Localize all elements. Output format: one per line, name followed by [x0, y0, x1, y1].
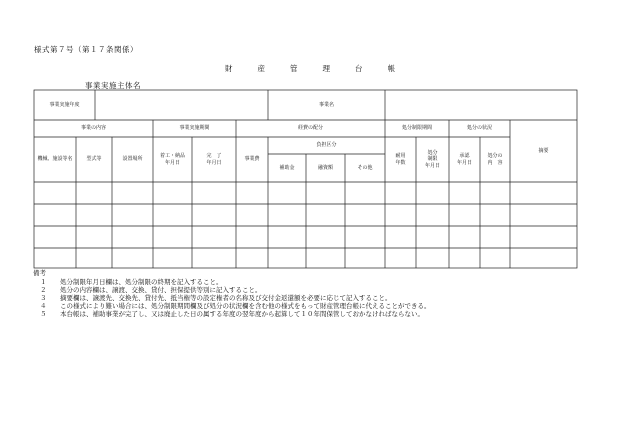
- title-char: 帳: [387, 64, 395, 73]
- header-disposal-limit-period: 処分制限期間: [401, 125, 432, 132]
- header-completion-line: 年月日: [206, 159, 222, 166]
- note-number: ４: [40, 302, 47, 310]
- header-start-delivery-date: [153, 137, 192, 182]
- header-project-cost: 事業費: [244, 156, 260, 163]
- note-text: 本台帳は、補助事業が完了し、又は廃止した日の属する年度の翌年度から起算して１０年間保管しておかなければならない。: [60, 310, 424, 318]
- header-approval-line: 承認: [459, 153, 470, 160]
- header-useful-life-line: 年数: [395, 159, 406, 166]
- note-text: 摘要欄は、譲渡先、交換先、貸付先、抵当権等の設定権者の名称及び交付金返還額を必要に応じて記入すること。: [60, 294, 392, 302]
- notes-list: [40, 278, 620, 318]
- header-disposal-content-line: 内 容: [487, 159, 503, 166]
- header-burden-breakdown: 負担区分: [316, 142, 337, 149]
- note-number: １: [40, 278, 47, 286]
- note-item: [40, 294, 620, 302]
- note-text: この様式により難い場合には、処分制限期間欄及び処分の状況欄を含む他の様式をもって財産管理台帳に代えることができる。: [60, 302, 431, 310]
- header-approval-line: 年月日: [456, 159, 472, 166]
- header-useful-life: [385, 137, 416, 182]
- header-disposal-content: [480, 137, 510, 182]
- note-text: 処分制限年月日欄は、処分制限の終期を記入すること。: [60, 278, 223, 286]
- header-others: その他: [357, 164, 373, 171]
- header-disposal-status: 処分の状況: [466, 125, 492, 132]
- note-number: ５: [40, 310, 47, 318]
- header-subsidy: 補助金: [279, 164, 295, 171]
- header-cost-allocation: 経費の配分: [297, 125, 323, 132]
- title-char: 財: [225, 64, 233, 73]
- notes-heading: 備考: [33, 269, 46, 277]
- implementing-entity-label: 事業実施主体名: [85, 81, 141, 90]
- header-remarks: 摘要: [538, 147, 549, 154]
- header-disposal-limit-line: 処分: [427, 150, 438, 157]
- note-item: [40, 302, 620, 310]
- title-char: 産: [257, 64, 265, 73]
- project-name-value[interactable]: [385, 90, 577, 120]
- fiscal-year-label: 事業実施年度: [49, 101, 80, 108]
- title-char: 理: [322, 64, 330, 73]
- fiscal-year-value[interactable]: [95, 90, 268, 120]
- note-item: [40, 286, 620, 294]
- header-disposal-limit-line: 年月日: [424, 162, 440, 169]
- header-useful-life-line: 耐用: [395, 153, 406, 160]
- note-number: ２: [40, 286, 47, 294]
- header-implementation-period: 事業実施期間: [179, 125, 210, 132]
- header-project-content: 事業の内容: [80, 125, 106, 132]
- header-financing: 融資額: [317, 164, 333, 171]
- note-number: ３: [40, 294, 47, 302]
- header-start-delivery-line: 年月日: [164, 159, 180, 166]
- header-installation-place: 設置場所: [122, 156, 143, 163]
- note-item: [40, 278, 620, 286]
- note-item: [40, 310, 620, 318]
- title-char: 管: [290, 64, 298, 73]
- project-name-label: 事業名: [318, 101, 334, 108]
- header-model: 型式等: [86, 156, 102, 163]
- form-number: 様式第７号（第１７条関係）: [34, 45, 138, 54]
- header-completion-date: [192, 137, 236, 182]
- header-machine-name: 機械、施設等名: [37, 156, 73, 163]
- header-disposal-limit-date: [416, 137, 449, 182]
- title-char: 台: [355, 64, 363, 73]
- note-text: 処分の内容欄は、譲渡、交換、貸付、担保提供等別に記入すること。: [60, 286, 262, 294]
- header-approval-date: [449, 137, 480, 182]
- header-disposal-limit-line: 制限: [427, 156, 438, 163]
- header-completion-line: 完 了: [206, 153, 222, 160]
- header-disposal-content-line: 処分の: [487, 153, 503, 160]
- header-start-delivery-line: 着工・納品: [159, 153, 185, 160]
